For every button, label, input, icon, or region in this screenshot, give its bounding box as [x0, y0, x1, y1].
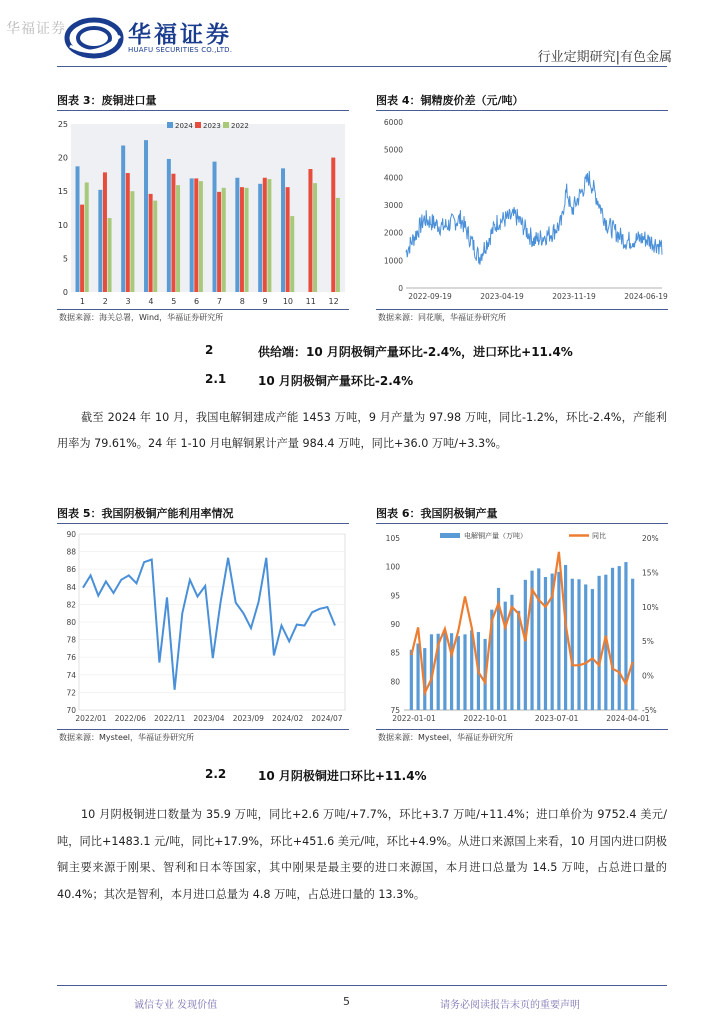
fig5-chart	[57, 526, 349, 728]
fig6-production-bar	[618, 566, 621, 710]
fig3-bar	[103, 172, 107, 292]
fig3-legend-swatch	[223, 122, 229, 128]
fig3-x-tick-label: 3	[125, 297, 131, 306]
fig6-production-bar	[416, 643, 419, 710]
fig6-production-bar	[591, 589, 594, 710]
fig3-bar	[240, 187, 244, 292]
paragraph-production	[57, 405, 667, 457]
fig3-bar	[176, 185, 180, 292]
page-number: 5	[343, 995, 350, 1008]
fig6-left-y-tick-label: 100	[385, 562, 400, 572]
fig3-legend-label: 2024	[175, 122, 193, 130]
fig3-y-tick-label: 10	[57, 220, 68, 230]
fig5-source: 数据来源：Mysteel，华福证券研究所	[59, 733, 195, 742]
footer-disclaimer: 请务必阅读报告末页的重要声明	[440, 1000, 580, 1011]
fig3-x-tick-label: 1	[79, 297, 85, 306]
fig5-y-tick-label: 76	[66, 653, 76, 663]
fig5-x-tick-label: 2023/04	[193, 714, 225, 723]
fig6-x-tick-label: 2024-04-01	[606, 714, 650, 723]
fig6-right-y-tick-label: 10%	[642, 602, 659, 612]
fig6-production-bar	[537, 568, 540, 710]
fig3-bar	[149, 194, 153, 292]
fig6-right-y-tick-label: 20%	[642, 534, 659, 543]
fig3-legend-label: 2022	[231, 122, 249, 130]
fig6-production-bar	[457, 636, 460, 710]
fig4-x-tick-label: 2022-09-19	[408, 292, 452, 301]
fig3-title: 图表 3：废铜进口量	[57, 94, 157, 107]
fig3-legend-swatch	[167, 122, 173, 128]
fig6-production-bar	[624, 562, 627, 710]
fig6-left-y-tick-label: 80	[390, 677, 400, 687]
fig4-y-tick-label: 5000	[383, 145, 403, 155]
fig3-bar	[235, 178, 239, 292]
fig4-source: 数据来源：同花顺，华福证券研究所	[378, 313, 506, 322]
fig4-chart	[376, 112, 668, 308]
fig6-x-tick-label: 2022-01-01	[392, 714, 436, 723]
fig3-x-tick-label: 7	[216, 297, 222, 306]
fig6-chart	[376, 526, 668, 728]
fig4-bottom-rule	[376, 309, 668, 310]
fig3-bar	[144, 140, 148, 292]
fig3-bar	[85, 182, 89, 292]
fig5-utilization-line	[83, 558, 335, 690]
fig6-production-bar	[598, 576, 601, 710]
fig3-bar	[194, 178, 198, 292]
fig6-production-bar	[584, 584, 587, 710]
fig6-production-bar	[631, 579, 634, 710]
fig3-bar	[121, 146, 125, 292]
fig6-left-y-tick-label: 105	[385, 534, 400, 543]
company-name-cn: 华福证券	[128, 21, 232, 48]
fig3-x-tick-label: 10	[282, 297, 294, 306]
fig6-right-y-tick-label: -5%	[642, 706, 657, 715]
report-type: 行业定期研究|有色金属	[537, 50, 672, 65]
fig4-x-tick-label: 2023-04-19	[480, 292, 524, 301]
fig6-legend-swatch-bar	[440, 533, 460, 538]
fig5-y-tick-label: 80	[66, 618, 76, 627]
fig3-x-tick-label: 8	[239, 297, 245, 306]
fig6-production-bar	[571, 579, 574, 710]
fig4-y-tick-label: 2000	[383, 228, 403, 238]
section-2-title: 供给端：10 月阴极铜产量环比-2.4%，进口环比+11.4%	[258, 345, 573, 359]
fig3-x-tick-label: 5	[171, 297, 177, 306]
fig6-production-bar	[611, 568, 614, 710]
fig3-bar	[171, 174, 175, 292]
fig6-production-bar	[544, 577, 547, 710]
section-2-1-number: 2.1	[205, 372, 227, 386]
fig4-y-tick-label: 1000	[383, 256, 403, 266]
fig6-x-tick-label: 2022-10-01	[463, 714, 508, 723]
fig3-legend-swatch	[195, 122, 201, 128]
fig5-x-tick-label: 2024/02	[272, 714, 304, 723]
fig3-bar	[199, 181, 203, 292]
fig5-y-tick-label: 88	[66, 547, 76, 557]
section-2-2-number: 2.2	[205, 767, 227, 781]
fig3-x-tick-label: 2	[102, 297, 108, 306]
paragraph-production-text: 截至 2024 年 10 月，我国电解铜建成产能 1453 万吨，9 月产量为 97.98 万吨，同比-1.2%，环比-2.4%，产能利用率为 79.61%。24 年 1-10 月电解铜累计产量 984.4 万吨，同比+36.0 万吨/+3.3%。	[57, 411, 667, 450]
fig3-bar	[130, 191, 134, 292]
fig6-production-bar	[443, 633, 446, 710]
fig6-production-bar	[450, 633, 453, 710]
fig3-x-tick-label: 4	[148, 297, 154, 306]
fig5-y-tick-label: 84	[66, 582, 76, 592]
fig3-legend-label: 2023	[203, 122, 221, 130]
fig3-bar	[126, 173, 130, 292]
fig3-bar	[217, 192, 221, 292]
fig3-bar	[245, 188, 249, 292]
fig3-y-tick-label: 15	[57, 187, 68, 197]
fig5-x-tick-label: 2022/11	[154, 714, 186, 723]
fig6-x-tick-label: 2023-07-01	[534, 714, 579, 723]
fig3-bar	[331, 158, 335, 292]
fig6-left-y-tick-label: 85	[390, 648, 400, 658]
fig3-bar	[108, 218, 112, 292]
fig3-plot-area	[71, 124, 345, 292]
fig6-production-bar	[557, 572, 560, 710]
fig5-y-tick-label: 82	[66, 600, 76, 610]
fig3-bar	[286, 187, 290, 292]
fig3-bar	[308, 169, 312, 292]
fig4-y-tick-label: 4000	[383, 173, 403, 183]
section-2-2-title: 10 月阴极铜进口环比+11.4%	[258, 769, 427, 783]
fig3-bar	[313, 183, 317, 292]
fig5-x-tick-label: 2023/09	[232, 714, 264, 723]
paragraph-imports	[57, 802, 667, 908]
fig3-bar	[213, 162, 217, 292]
fig5-y-tick-label: 90	[66, 530, 76, 539]
fig6-right-y-tick-label: 0%	[642, 671, 654, 681]
fig5-x-tick-label: 2024/07	[311, 714, 343, 723]
fig3-bar	[80, 205, 84, 292]
fig3-y-tick-label: 25	[57, 120, 68, 129]
fig3-bar	[267, 179, 271, 292]
fig6-production-bar	[410, 650, 413, 710]
fig6-left-y-tick-label: 95	[390, 591, 400, 601]
company-logo-icon	[64, 16, 124, 60]
fig5-y-tick-label: 78	[66, 635, 76, 645]
fig3-bar	[263, 178, 267, 292]
footer-slogan: 诚信专业 发现价值	[134, 1000, 218, 1011]
fig6-left-y-tick-label: 75	[390, 706, 400, 715]
fig5-x-tick-label: 2022/06	[114, 714, 146, 723]
fig6-production-bar	[577, 579, 580, 710]
fig6-source: 数据来源：Mysteel，华福证券研究所	[378, 733, 514, 742]
fig3-x-tick-label: 6	[194, 297, 200, 306]
fig4-y-tick-label: 3000	[383, 201, 403, 210]
fig6-production-bar	[524, 580, 527, 710]
fig3-x-tick-label: 9	[262, 297, 268, 306]
fig6-production-bar	[504, 602, 507, 710]
fig5-bottom-rule	[57, 729, 349, 730]
fig4-x-tick-label: 2024-06-19	[624, 292, 668, 301]
fig4-y-tick-label: 0	[398, 284, 403, 293]
section-2-number: 2	[205, 343, 214, 357]
fig5-y-tick-label: 86	[66, 565, 76, 575]
footer-divider	[57, 985, 667, 986]
fig4-spread-line	[406, 171, 662, 265]
fig5-title-rule	[57, 523, 349, 524]
fig6-bottom-rule	[376, 729, 668, 730]
fig5-y-tick-label: 74	[66, 670, 76, 680]
fig3-chart	[57, 112, 349, 308]
fig3-bar	[281, 168, 285, 292]
watermark: 华福证券	[6, 21, 66, 37]
fig4-y-tick-label: 6000	[383, 118, 403, 127]
company-name-en: HUAFU SECURITIES CO.,LTD.	[128, 46, 233, 54]
section-2-1-title: 10 月阴极铜产量环比-2.4%	[258, 374, 414, 388]
fig6-right-y-tick-label: 5%	[642, 637, 654, 647]
fig5-title: 图表 5：我国阴极铜产能利用率情况	[57, 507, 234, 520]
fig3-source: 数据来源：海关总署，Wind，华福证券研究所	[59, 313, 224, 322]
fig3-bar	[76, 166, 80, 292]
fig3-bar	[167, 159, 171, 292]
fig3-bar	[290, 216, 294, 292]
paragraph-imports-text: 10 月阴极铜进口数量为 35.9 万吨，同比+2.6 万吨/+7.7%，环比+3.7 万吨/+11.4%；进口单价为 9752.4 美元/吨，同比+1483.1 元/吨，同比+17.9%，环比+451.6 美元/吨，环比+4.9%。从进口来源国上来看，10 月国内进口阴极铜主要来源于刚果、智利和日本等国家，其中刚果是最主要的进口来源国，本月进口总量为 14.5 万吨，占总进口量的 40.4%；其次是智利，本月进口总量为 4.8 万吨，占总进口量的 13.3%。	[57, 808, 667, 901]
fig6-legend-label-bar: 电解铜产量（万吨）	[464, 532, 527, 540]
fig3-y-tick-label: 5	[62, 254, 68, 264]
fig3-title-rule	[57, 110, 349, 111]
fig3-bar	[98, 190, 102, 292]
fig3-bar	[190, 178, 194, 292]
fig4-title-rule	[376, 110, 668, 111]
fig5-y-tick-label: 70	[66, 706, 76, 715]
fig6-legend-label-line: 同比	[592, 532, 606, 540]
fig5-y-tick-label: 72	[66, 688, 76, 698]
fig3-y-tick-label: 20	[57, 153, 68, 163]
fig6-right-y-tick-label: 15%	[642, 568, 659, 578]
fig3-bar	[336, 198, 340, 292]
fig6-production-bar	[463, 634, 466, 710]
fig3-bar	[222, 188, 226, 292]
fig3-bar	[153, 201, 157, 292]
fig6-left-y-tick-label: 90	[390, 620, 400, 629]
fig3-x-tick-label: 12	[328, 297, 339, 306]
fig6-title-rule	[376, 523, 668, 524]
fig3-y-tick-label: 0	[62, 288, 68, 297]
fig3-bottom-rule	[57, 309, 349, 310]
fig5-x-tick-label: 2022/01	[75, 714, 107, 723]
header-divider	[57, 66, 667, 67]
fig6-title: 图表 6：我国阴极铜产量	[376, 507, 498, 520]
fig4-title: 图表 4：铜精废价差（元/吨）	[376, 94, 524, 107]
fig3-bar	[258, 184, 262, 292]
fig3-x-tick-label: 11	[305, 297, 316, 306]
fig6-production-bar	[517, 611, 520, 710]
fig4-x-tick-label: 2023-11-19	[552, 292, 596, 301]
